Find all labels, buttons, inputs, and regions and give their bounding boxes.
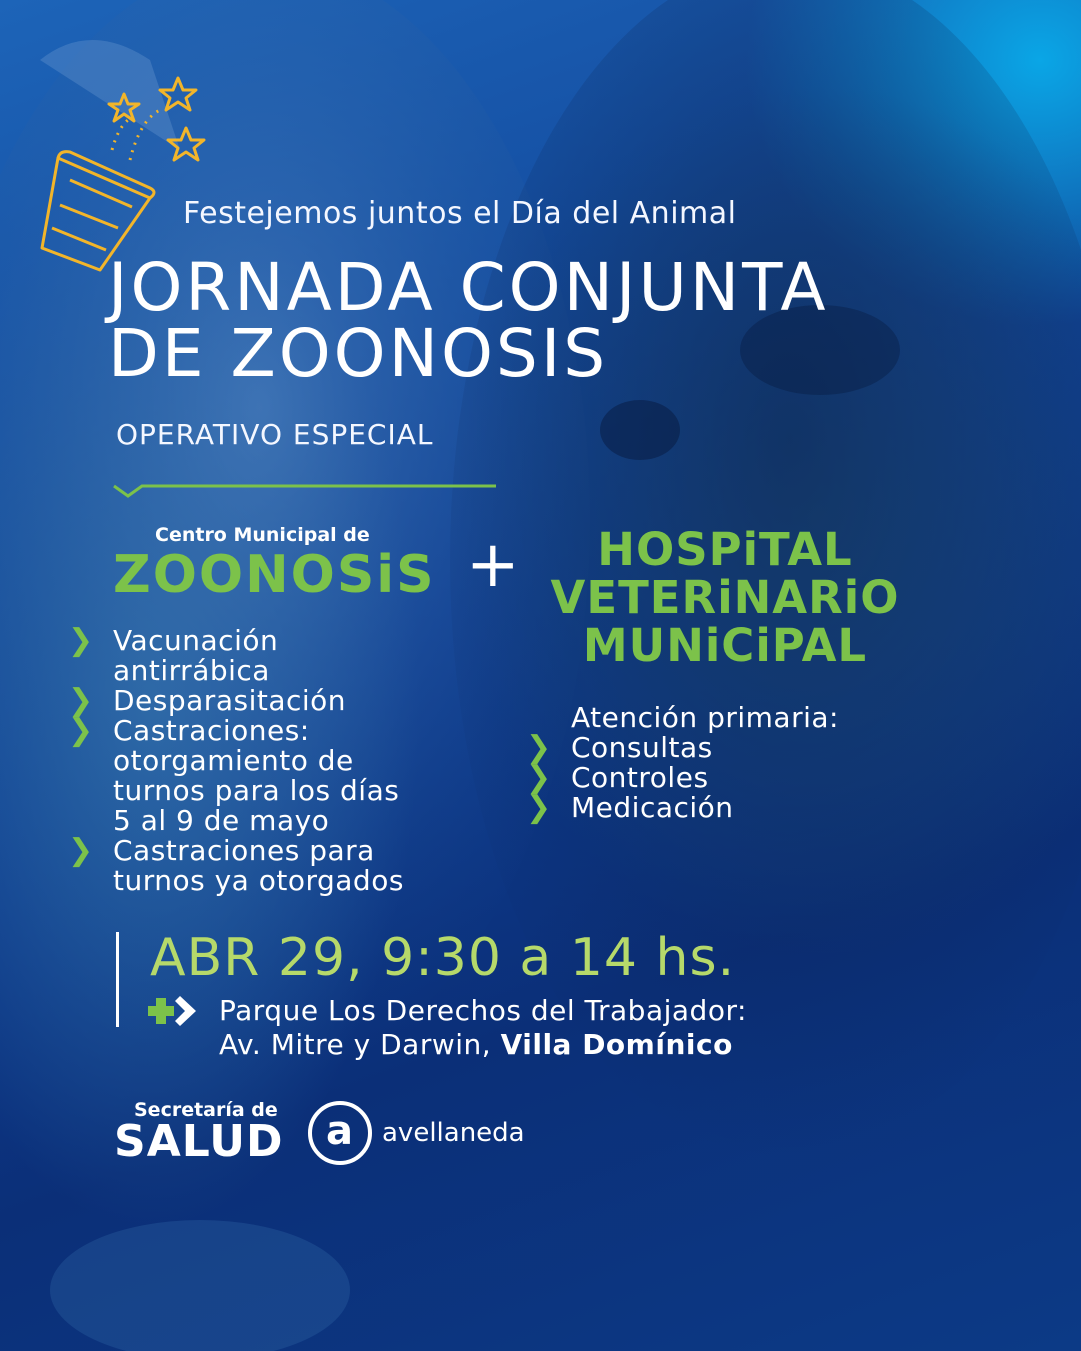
- list-item: ❯ Castraciones: otorgamiento de turnos para los días 5 al 9 de mayo: [68, 713, 400, 837]
- chevron-right-icon: ❯: [68, 623, 94, 658]
- title-line-1: JORNADA CONJUNTA: [108, 249, 829, 326]
- list-item: ❯ Medicación: [526, 790, 734, 825]
- hospital-services-list: [526, 701, 839, 825]
- tagline: Festejemos juntos el Día del Animal: [183, 196, 737, 231]
- hospital-logo-text: [530, 523, 920, 672]
- location-line-1: Parque Los Derechos del Trabajador:: [219, 994, 747, 1027]
- dog-nose: [600, 400, 680, 460]
- chevron-right-icon: ❯: [68, 713, 94, 748]
- zoonosis-services-list: [68, 623, 404, 897]
- plus-sign: +: [466, 528, 520, 602]
- hospital-line-3: MUNiCiPAL: [582, 619, 868, 672]
- subtitle: OPERATIVO ESPECIAL: [116, 418, 434, 451]
- chevron-right-icon: ❯: [526, 760, 552, 795]
- location-line-2: Av. Mitre y Darwin, Villa Domínico: [219, 1028, 733, 1061]
- event-location: [219, 994, 747, 1062]
- zoonosis-small-label: Centro Municipal de: [155, 524, 370, 546]
- secretaria-logo-text: SALUD: [114, 1116, 284, 1167]
- cat-paws: [50, 1220, 350, 1351]
- list-item: ❯ Controles: [526, 760, 709, 795]
- event-date-time: ABR 29, 9:30 a 14 hs.: [150, 928, 736, 988]
- location-neighborhood: Villa Domínico: [500, 1028, 733, 1061]
- hospital-line-2: VETERiNARiO: [550, 571, 900, 624]
- list-item: ❯ Vacunación antirrábica: [68, 623, 279, 687]
- zoonosis-logo-text: ZOONOSiS: [113, 545, 436, 605]
- chevron-right-icon: ❯: [68, 833, 94, 868]
- hospital-services-heading: Atención primaria:: [571, 701, 839, 734]
- secretaria-small-label: Secretaría de: [134, 1099, 278, 1121]
- chevron-right-icon: ❯: [526, 730, 552, 765]
- list-item: ❯ Consultas: [526, 730, 713, 765]
- hospital-line-1: HOSPiTAL: [597, 523, 853, 576]
- municipio-name: avellaneda: [382, 1118, 525, 1148]
- title-line-2: DE ZOONOSIS: [108, 315, 609, 392]
- list-item: ❯ Castraciones para turnos ya otorgados: [68, 833, 404, 897]
- list-item: ❯ Desparasitación: [68, 683, 347, 718]
- page-title: [108, 249, 829, 392]
- chevron-right-icon: ❯: [68, 683, 94, 718]
- chevron-right-icon: ❯: [526, 790, 552, 825]
- avellaneda-logo-letter: a: [326, 1108, 353, 1154]
- date-accent-bar: [116, 932, 119, 1027]
